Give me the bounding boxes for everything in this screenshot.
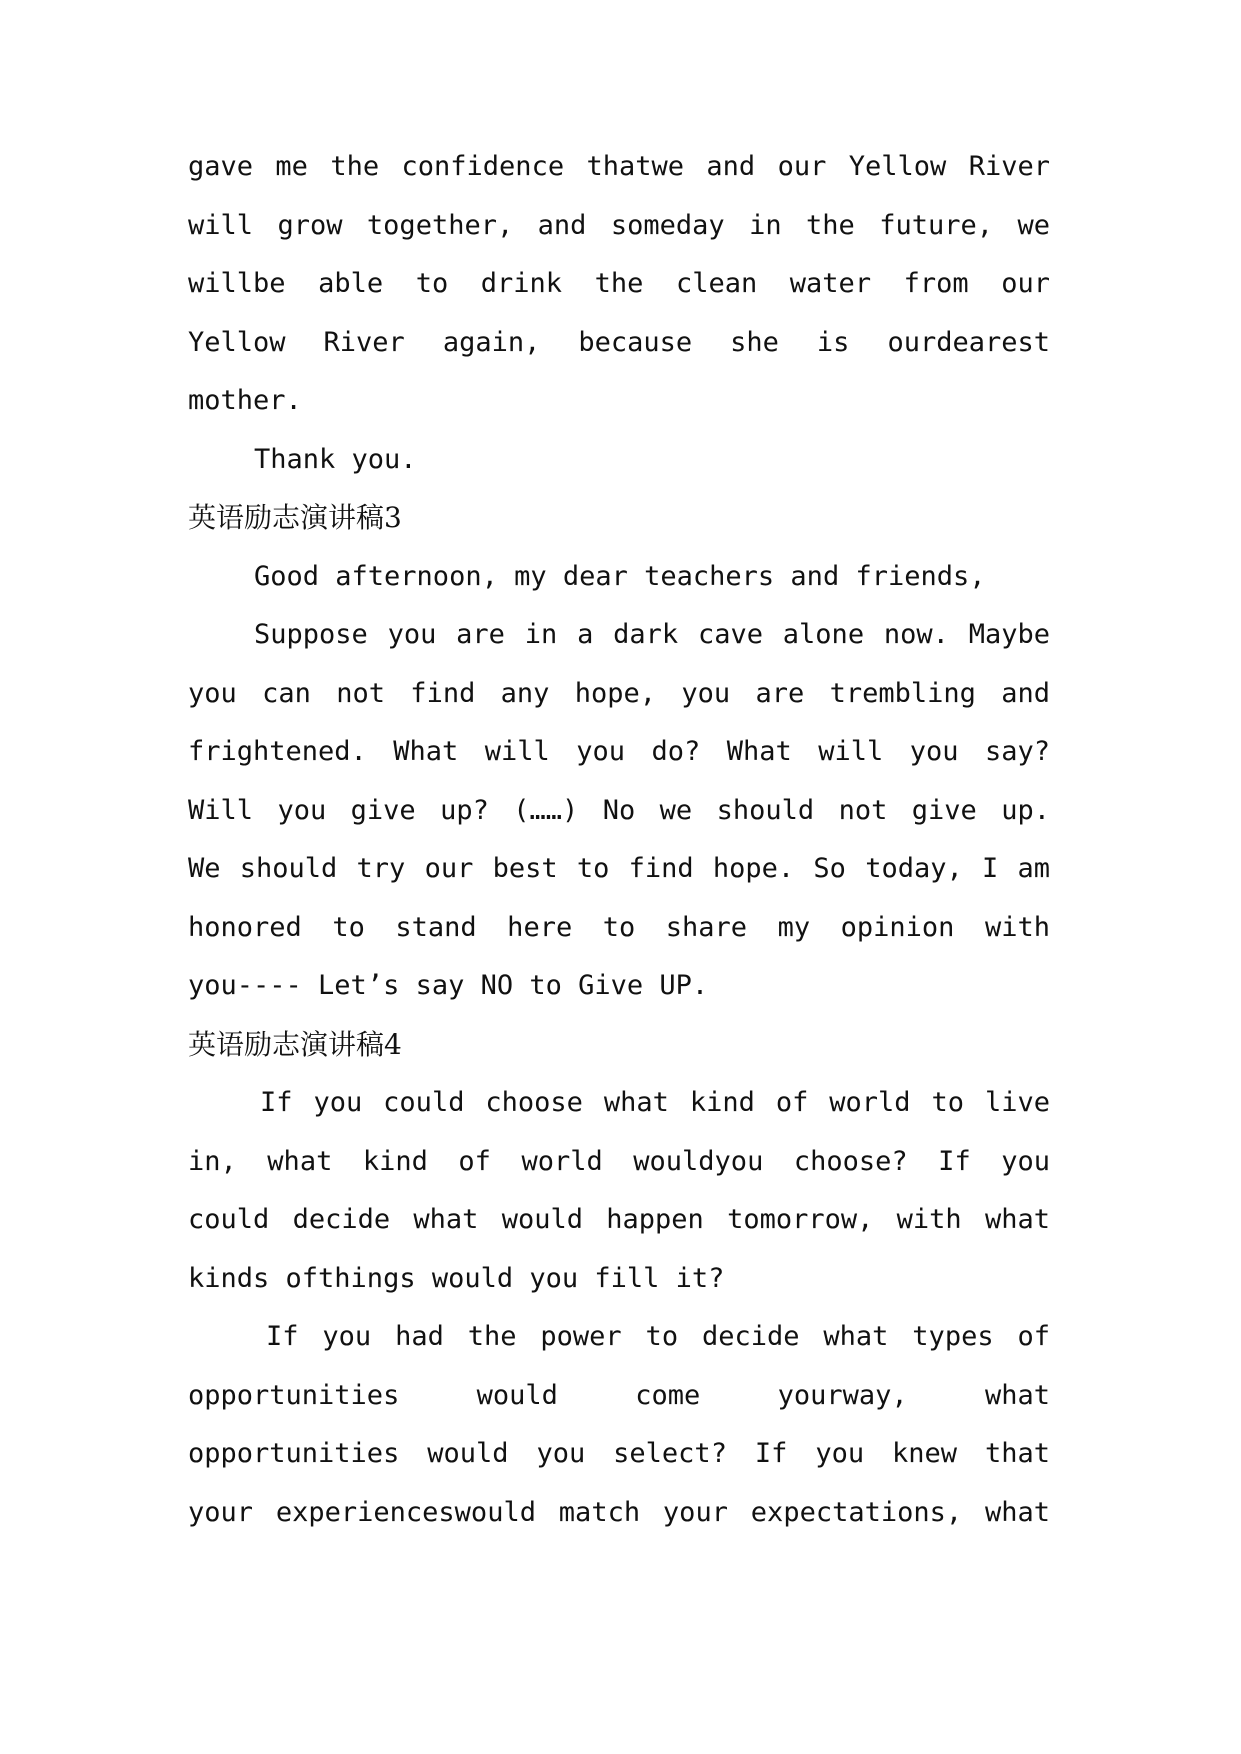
text-line: Good afternoon, my dear teachers and friends, <box>254 560 986 592</box>
text-line: Suppose you are in a dark cave alone now. Maybe <box>254 619 1050 650</box>
text-line: willbe able to drink the clean water from our <box>188 268 1050 299</box>
document-body <box>188 138 1050 1542</box>
text-line: If you had the power to decide what types of <box>266 1321 1050 1352</box>
text-line: your experienceswould match your expectations, what <box>188 1496 1050 1528</box>
text-line: Will you give up? (……) No we should not give up. <box>188 794 1050 826</box>
text-line: Yellow River again, because she is ourdearest <box>188 326 1050 358</box>
section-heading: 英语励志演讲稿3 <box>188 501 402 534</box>
text-line: frightened. What will you do? What will you say? <box>188 736 1050 767</box>
text-line: could decide what would happen tomorrow, with what <box>188 1204 1050 1235</box>
text-line: honored to stand here to share my opinion with <box>188 911 1050 943</box>
text-line: will grow together, and someday in the future, we <box>188 209 1050 241</box>
text-line: Thank you. <box>254 443 417 475</box>
text-line: you can not find any hope, you are trembling and <box>188 677 1050 709</box>
text-line: opportunities would come yourway, what <box>188 1379 1050 1411</box>
text-line: in, what kind of world wouldyou choose? If you <box>188 1145 1050 1177</box>
text-line: opportunities would you select? If you knew that <box>188 1438 1050 1469</box>
section-heading: 英语励志演讲稿4 <box>188 1027 402 1061</box>
text-line: We should try our best to find hope. So today, I am <box>188 853 1050 884</box>
text-line: If you could choose what kind of world to live <box>260 1087 1050 1118</box>
text-line: gave me the confidence thatwe and our Yellow River <box>188 151 1050 182</box>
text-line: mother. <box>188 385 302 416</box>
text-line: you---- Let’s say NO to Give UP. <box>188 970 709 1001</box>
text-line: kinds ofthings would you fill it? <box>188 1262 725 1294</box>
